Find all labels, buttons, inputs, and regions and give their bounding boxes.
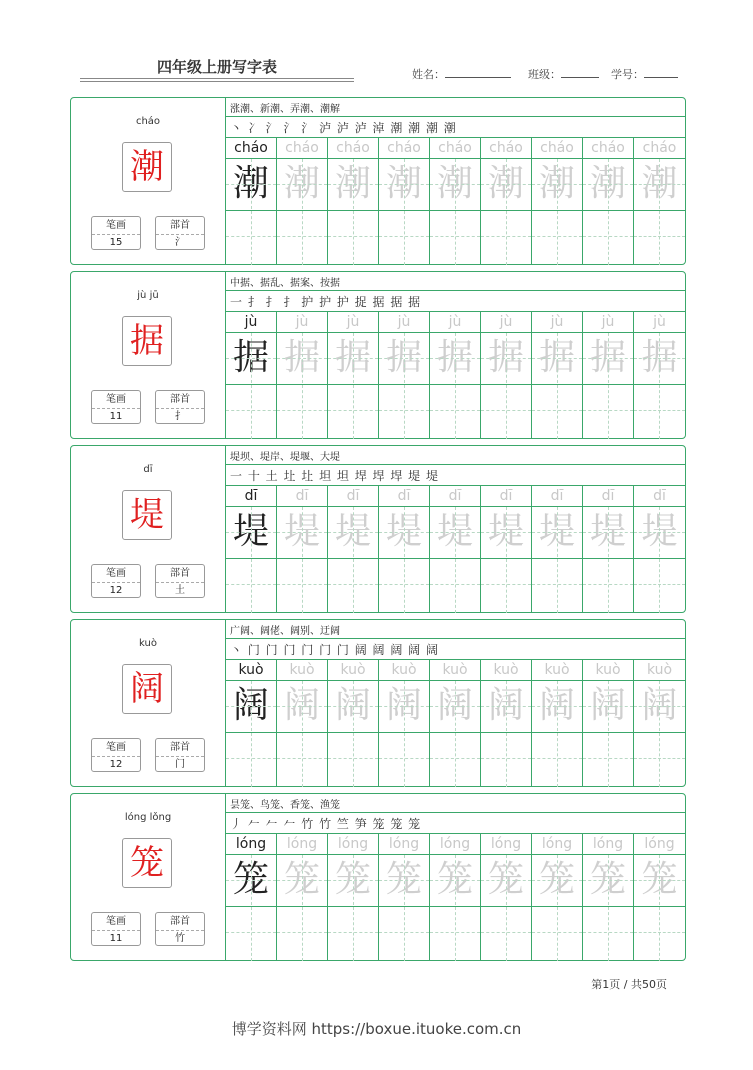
- student-number-field[interactable]: [611, 66, 678, 82]
- cell-pinyin: kuò: [595, 662, 621, 678]
- character-card: [70, 619, 686, 787]
- cell-pinyin: lóng: [388, 836, 420, 852]
- practice-area: [226, 446, 686, 612]
- cell-pinyin: lóng: [337, 836, 369, 852]
- cell-character: 堤: [538, 511, 575, 552]
- practice-cell[interactable]: [277, 312, 328, 439]
- practice-cell[interactable]: [226, 660, 277, 787]
- cell-character: 笼: [487, 859, 524, 900]
- practice-cell[interactable]: [583, 138, 634, 265]
- stroke-order: 丶 门 门 门 门 门 门 阔 阔 阔 阔 阔: [230, 643, 439, 657]
- practice-cell[interactable]: [634, 660, 685, 787]
- practice-cell[interactable]: [328, 486, 379, 613]
- name-label: 姓名：: [412, 68, 445, 81]
- cell-character: 堤: [385, 511, 422, 552]
- radical-label: 部首: [156, 913, 204, 931]
- practice-cell[interactable]: [481, 660, 532, 787]
- cell-character: 据: [283, 337, 320, 378]
- practice-cell[interactable]: [328, 312, 379, 439]
- student-number-label: 学号：: [611, 68, 644, 81]
- practice-cell[interactable]: [379, 834, 430, 961]
- radical-label: 部首: [156, 739, 204, 757]
- character-display: 阔: [122, 664, 172, 714]
- radical-value: 竹: [175, 933, 185, 944]
- cell-pinyin: jù: [448, 314, 462, 330]
- character-info-panel: [71, 446, 226, 612]
- radical-box: [155, 390, 205, 424]
- page-number: 第1页 / 共50页: [591, 978, 667, 991]
- cell-character: 笼: [538, 859, 575, 900]
- cell-character: 潮: [538, 163, 575, 204]
- radical-value: 门: [175, 759, 185, 770]
- example-words: 堤坝、堤岸、堤堰、大堤: [230, 452, 340, 463]
- worksheet-title: 四年级上册写字表: [156, 58, 277, 76]
- practice-cell[interactable]: [634, 834, 685, 961]
- practice-cell[interactable]: [481, 138, 532, 265]
- cell-character: 阔: [538, 685, 575, 726]
- character-card: [70, 271, 686, 439]
- radical-box: [155, 912, 205, 946]
- cell-character: 据: [385, 337, 422, 378]
- cell-pinyin: jù: [295, 314, 309, 330]
- character-info-panel: [71, 794, 226, 960]
- practice-grid: [226, 486, 686, 613]
- cell-character: 据: [232, 337, 269, 378]
- radical-box: [155, 564, 205, 598]
- character-display: 潮: [122, 142, 172, 192]
- character-display: 据: [122, 316, 172, 366]
- practice-cell[interactable]: [583, 486, 634, 613]
- radical-box: [155, 738, 205, 772]
- practice-cell[interactable]: [634, 138, 685, 265]
- cell-pinyin: lóng: [286, 836, 318, 852]
- cell-character: 堤: [232, 511, 269, 552]
- stroke-order: 丶 冫 氵 氵 氵 泸 泸 泸 淖 潮 潮 潮 潮: [230, 121, 457, 135]
- stroke-count-label: 笔画: [92, 913, 140, 931]
- cell-pinyin: dī: [550, 488, 564, 504]
- stroke-count-value: 12: [109, 759, 123, 770]
- stroke-count-value: 11: [109, 933, 123, 944]
- stroke-count-value: 12: [109, 585, 123, 596]
- cell-character: 堤: [334, 511, 371, 552]
- cell-character: 笼: [589, 859, 626, 900]
- cell-character: 堤: [436, 511, 473, 552]
- practice-cell[interactable]: [532, 486, 583, 613]
- example-words: 昙笼、鸟笼、香笼、渔笼: [230, 800, 340, 811]
- cell-pinyin: cháo: [336, 140, 370, 156]
- cell-pinyin: cháo: [285, 140, 319, 156]
- stroke-count-label: 笔画: [92, 739, 140, 757]
- practice-cell[interactable]: [583, 660, 634, 787]
- example-words: 中据、据乱、据案、按据: [230, 278, 340, 289]
- stroke-count-value: 11: [109, 411, 123, 422]
- practice-cell[interactable]: [277, 486, 328, 613]
- practice-cell[interactable]: [532, 138, 583, 265]
- practice-area: [226, 98, 686, 264]
- practice-cell[interactable]: [277, 834, 328, 961]
- cell-character: 潮: [283, 163, 320, 204]
- practice-cell[interactable]: [481, 312, 532, 439]
- cell-pinyin: cháo: [489, 140, 523, 156]
- practice-cell[interactable]: [583, 312, 634, 439]
- cell-character: 潮: [232, 163, 269, 204]
- practice-cell[interactable]: [430, 660, 481, 787]
- cell-pinyin: dī: [346, 488, 360, 504]
- cell-character: 笼: [283, 859, 320, 900]
- cell-pinyin: lóng: [541, 836, 573, 852]
- practice-cell[interactable]: [379, 486, 430, 613]
- character-info-panel: [71, 272, 226, 438]
- practice-cell[interactable]: [634, 486, 685, 613]
- cell-character: 据: [487, 337, 524, 378]
- practice-cell[interactable]: [379, 660, 430, 787]
- practice-cell[interactable]: [634, 312, 685, 439]
- practice-grid: [226, 834, 686, 961]
- cell-pinyin: kuò: [442, 662, 468, 678]
- radical-label: 部首: [156, 565, 204, 583]
- cell-pinyin: cháo: [540, 140, 574, 156]
- practice-cell[interactable]: [430, 834, 481, 961]
- cell-pinyin: cháo: [234, 140, 268, 156]
- practice-cell[interactable]: [430, 312, 481, 439]
- cell-pinyin: cháo: [591, 140, 625, 156]
- radical-value: 土: [175, 585, 185, 596]
- cell-character: 据: [334, 337, 371, 378]
- stroke-count-label: 笔画: [92, 391, 140, 409]
- class-label: 班级：: [528, 68, 561, 81]
- character-card: [70, 445, 686, 613]
- practice-cell[interactable]: [532, 660, 583, 787]
- cell-character: 堤: [641, 511, 678, 552]
- cell-character: 阔: [641, 685, 678, 726]
- cell-pinyin: kuò: [493, 662, 519, 678]
- cell-character: 据: [589, 337, 626, 378]
- practice-cell[interactable]: [583, 834, 634, 961]
- character-pinyin: dī: [143, 464, 153, 475]
- character-info-panel: [71, 98, 226, 264]
- cell-pinyin: lóng: [235, 836, 267, 852]
- cell-character: 笼: [334, 859, 371, 900]
- example-words: 广阔、阔佬、阔别、迂阔: [230, 626, 340, 637]
- name-field[interactable]: [412, 66, 511, 82]
- cell-pinyin: kuò: [238, 662, 264, 678]
- practice-area: [226, 620, 686, 786]
- cell-character: 堤: [589, 511, 626, 552]
- cell-character: 阔: [436, 685, 473, 726]
- practice-cell[interactable]: [532, 312, 583, 439]
- character-display: 笼: [122, 838, 172, 888]
- radical-label: 部首: [156, 391, 204, 409]
- cell-pinyin: dī: [295, 488, 309, 504]
- cell-pinyin: jù: [601, 314, 615, 330]
- stroke-count-box: [91, 912, 141, 946]
- practice-cell[interactable]: [379, 138, 430, 265]
- character-pinyin: kuò: [139, 638, 157, 649]
- practice-cell[interactable]: [328, 834, 379, 961]
- stroke-count-box: [91, 390, 141, 424]
- cell-character: 笼: [436, 859, 473, 900]
- cell-character: 潮: [641, 163, 678, 204]
- character-info-panel: [71, 620, 226, 786]
- cell-character: 阔: [589, 685, 626, 726]
- practice-cell[interactable]: [226, 312, 277, 439]
- practice-cell[interactable]: [226, 834, 277, 961]
- cell-pinyin: dī: [499, 488, 513, 504]
- cell-pinyin: dī: [397, 488, 411, 504]
- cell-pinyin: dī: [244, 488, 258, 504]
- stroke-count-value: 15: [109, 237, 123, 248]
- practice-cell[interactable]: [481, 486, 532, 613]
- practice-cell[interactable]: [430, 138, 481, 265]
- practice-area: [226, 794, 686, 960]
- cell-character: 潮: [385, 163, 422, 204]
- character-pinyin: cháo: [135, 116, 161, 127]
- cell-pinyin: jù: [397, 314, 411, 330]
- practice-grid: [226, 312, 686, 439]
- cell-pinyin: jù: [653, 314, 666, 330]
- cell-character: 据: [538, 337, 575, 378]
- practice-cell[interactable]: [226, 486, 277, 613]
- cell-character: 潮: [487, 163, 524, 204]
- cell-pinyin: kuò: [646, 662, 673, 678]
- radical-box: [155, 216, 205, 250]
- radical-value: 扌: [175, 411, 185, 422]
- cell-character: 潮: [589, 163, 626, 204]
- practice-cell[interactable]: [277, 660, 328, 787]
- character-card: [70, 97, 686, 265]
- character-pinyin: lóng lǒng: [124, 812, 172, 823]
- title-underline: [80, 78, 354, 82]
- radical-label: 部首: [156, 217, 204, 235]
- cell-pinyin: dī: [601, 488, 615, 504]
- cell-character: 阔: [487, 685, 524, 726]
- cell-pinyin: kuò: [544, 662, 570, 678]
- cell-pinyin: jù: [550, 314, 564, 330]
- cell-pinyin: lóng: [490, 836, 522, 852]
- cell-pinyin: lóng: [644, 836, 675, 852]
- cell-pinyin: lóng: [592, 836, 624, 852]
- footer-watermark: 博学资料网 https://boxue.ituoke.com.cn: [231, 1020, 522, 1038]
- cell-pinyin: cháo: [642, 140, 677, 156]
- stroke-count-box: [91, 216, 141, 250]
- character-pinyin: jù jū: [137, 290, 159, 301]
- practice-grid: [226, 138, 686, 265]
- cell-pinyin: cháo: [387, 140, 421, 156]
- cell-character: 阔: [283, 685, 320, 726]
- practice-cell[interactable]: [379, 312, 430, 439]
- cell-pinyin: jù: [244, 314, 258, 330]
- radical-value: 氵: [175, 237, 185, 248]
- cell-character: 潮: [436, 163, 473, 204]
- cell-character: 笼: [232, 859, 269, 900]
- stroke-order: 一 扌 扌 扌 护 护 护 捉 据 据 据: [230, 295, 422, 309]
- cell-character: 阔: [334, 685, 371, 726]
- stroke-count-label: 笔画: [92, 565, 140, 583]
- character-card: [70, 793, 686, 961]
- practice-cell[interactable]: [328, 660, 379, 787]
- practice-cell[interactable]: [328, 138, 379, 265]
- class-field[interactable]: [528, 66, 599, 82]
- cell-character: 笼: [641, 859, 678, 900]
- cell-pinyin: jù: [499, 314, 513, 330]
- practice-cell[interactable]: [277, 138, 328, 265]
- practice-area: [226, 272, 686, 438]
- stroke-order: 一 十 土 圵 圵 坦 坦 垾 垾 垾 堤 堤: [230, 469, 439, 483]
- cell-pinyin: kuò: [289, 662, 315, 678]
- cell-character: 潮: [334, 163, 371, 204]
- cell-pinyin: kuò: [391, 662, 417, 678]
- cell-pinyin: dī: [448, 488, 462, 504]
- cell-character: 阔: [232, 685, 269, 726]
- stroke-count-box: [91, 738, 141, 772]
- character-display: 堤: [122, 490, 172, 540]
- cell-pinyin: jù: [346, 314, 360, 330]
- cell-character: 据: [641, 337, 678, 378]
- stroke-count-box: [91, 564, 141, 598]
- cell-pinyin: lóng: [439, 836, 471, 852]
- practice-cell[interactable]: [430, 486, 481, 613]
- practice-cell[interactable]: [532, 834, 583, 961]
- cell-pinyin: dī: [653, 488, 666, 504]
- example-words: 涨潮、新潮、弄潮、潮解: [230, 104, 340, 115]
- practice-cell[interactable]: [226, 138, 277, 265]
- stroke-order: 丿 𠂉 𠂉 𠂉 竹 竹 竺 笋 笼 笼 笼: [230, 817, 422, 831]
- cell-pinyin: cháo: [438, 140, 472, 156]
- cell-character: 笼: [385, 859, 422, 900]
- cell-character: 堤: [487, 511, 524, 552]
- practice-grid: [226, 660, 686, 787]
- stroke-count-label: 笔画: [92, 217, 140, 235]
- practice-cell[interactable]: [481, 834, 532, 961]
- cell-character: 据: [436, 337, 473, 378]
- cell-character: 堤: [283, 511, 320, 552]
- cell-character: 阔: [385, 685, 422, 726]
- cell-pinyin: kuò: [340, 662, 366, 678]
